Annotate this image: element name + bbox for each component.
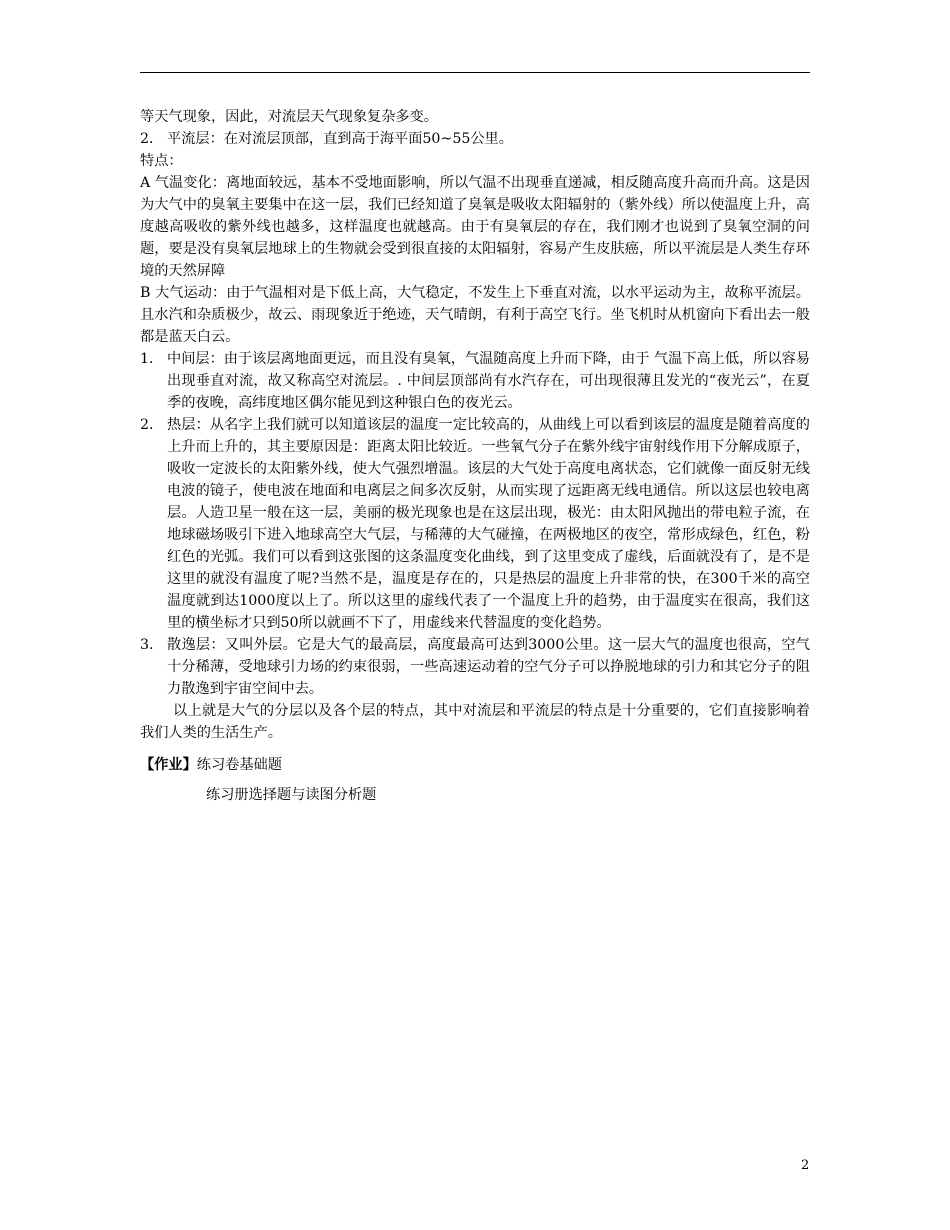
item-number: 1． bbox=[140, 351, 164, 367]
homework-text: 练习卷基础题 bbox=[196, 757, 282, 773]
features-label: 特点： bbox=[140, 153, 183, 169]
item-text: 散逸层：又叫外层。它是大气的最高层，高度最高可达到3000公里。这一层大气的温度也很高，空气十分稀薄，受地球引力场的约束很弱，一些高速运动着的空气分子可以挣脱地球的引力和其它分子的阻力散逸到宇宙空间中去。 bbox=[167, 637, 810, 697]
paragraph-temperature-change: A 气温变化：离地面较远，基本不受地面影响，所以气温不出现垂直递减，相反随高度升高而升高。这是因为大气中的臭氧主要集中在这一层，我们已经知道了臭氧是吸收太阳辐射的（紫外线）所以使温度上升，高度越高吸收的紫外线也越多，这样温度也就越高。由于有臭氧层的存在，我们刚才也说到了臭氧空洞的问题，要是没有臭氧层地球上的生物就会受到很直接的太阳辐射，容易产生皮肤癌，所以平流层是人类生存环境的天然屏障 bbox=[140, 175, 810, 279]
homework-tag: 【作业】 bbox=[140, 757, 197, 773]
document-body bbox=[140, 106, 810, 806]
item-stratosphere bbox=[140, 128, 810, 150]
page-number: 2 bbox=[801, 1158, 810, 1173]
item-number: 2． bbox=[140, 131, 164, 147]
item-exosphere bbox=[140, 634, 810, 700]
paragraph-atmospheric-motion: B 大气运动：由于气温相对是下低上高，大气稳定，不发生上下垂直对流，以水平运动为主，故称平流层。且水汽和杂质极少，故云、雨现象近于绝迹，天气晴朗，有利于高空飞行。坐飞机时从机窗向下看出去一般都是蓝天白云。 bbox=[140, 285, 810, 345]
paragraph-troposphere-end: 等天气现象，因此，对流层天气现象复杂多变。 bbox=[140, 109, 438, 125]
item-mesosphere bbox=[140, 348, 810, 414]
homework-line bbox=[140, 754, 810, 776]
item-number: 2． bbox=[140, 417, 164, 433]
item-text: 热层：从名字上我们就可以知道该层的温度一定比较高的，从曲线上可以看到该层的温度是随着高度的上升而上升的，其主要原因是：距离太阳比较近。一些氧气分子在紫外线宇宙射线作用下分解成原子，吸收一定波长的太阳紫外线，使大气强烈增温。该层的大气处于高度电离状态，它们就像一面反射无线电波的镜子，使电波在地面和电离层之间多次反射，从而实现了远距离无线电通信。所以这层也较电离层。人造卫星一般在这一层，美丽的极光现象也是在这层出现，极光：由太阳风抛出的带电粒子流，在地球磁场吸引下进入地球高空大气层，与稀薄的大气碰撞，在两极地区的夜空，常形成绿色，红色，粉红色的光弧。我们可以看到这张图的这条温度变化曲线，到了这里变成了虚线，后面就没有了，是不是这里的就没有温度了呢?当然不是，温度是存在的，只是热层的温度上升非常的快，在300千米的高空温度就到达1000度以上了。所以这里的虚线代表了一个温度上升的趋势，由于温度实在很高，我们这里的横坐标才只到50所以就画不下了，用虚线来代替温度的变化趋势。 bbox=[167, 417, 810, 631]
item-thermosphere bbox=[140, 414, 810, 634]
item-text: 中间层：由于该层离地面更远，而且没有臭氧，气温随高度上升而下降，由于 气温下高上低，所以容易出现垂直对流，故又称高空对流层。. 中间层顶部尚有水汽存在，可出现很薄且发光的“夜光云”，在夏季的夜晚，高纬度地区偶尔能见到这种银白色的夜光云。 bbox=[167, 351, 810, 411]
paragraph-summary: 以上就是大气的分层以及各个层的特点，其中对流层和平流层的特点是十分重要的，它们直接影响着我们人类的生活生产。 bbox=[140, 703, 810, 741]
item-number: 3． bbox=[140, 637, 164, 653]
item-text: 平流层：在对流层顶部，直到高于海平面50~55公里。 bbox=[167, 131, 513, 147]
homework-subtext: 练习册选择题与读图分析题 bbox=[206, 787, 377, 803]
header-rule bbox=[140, 72, 810, 73]
